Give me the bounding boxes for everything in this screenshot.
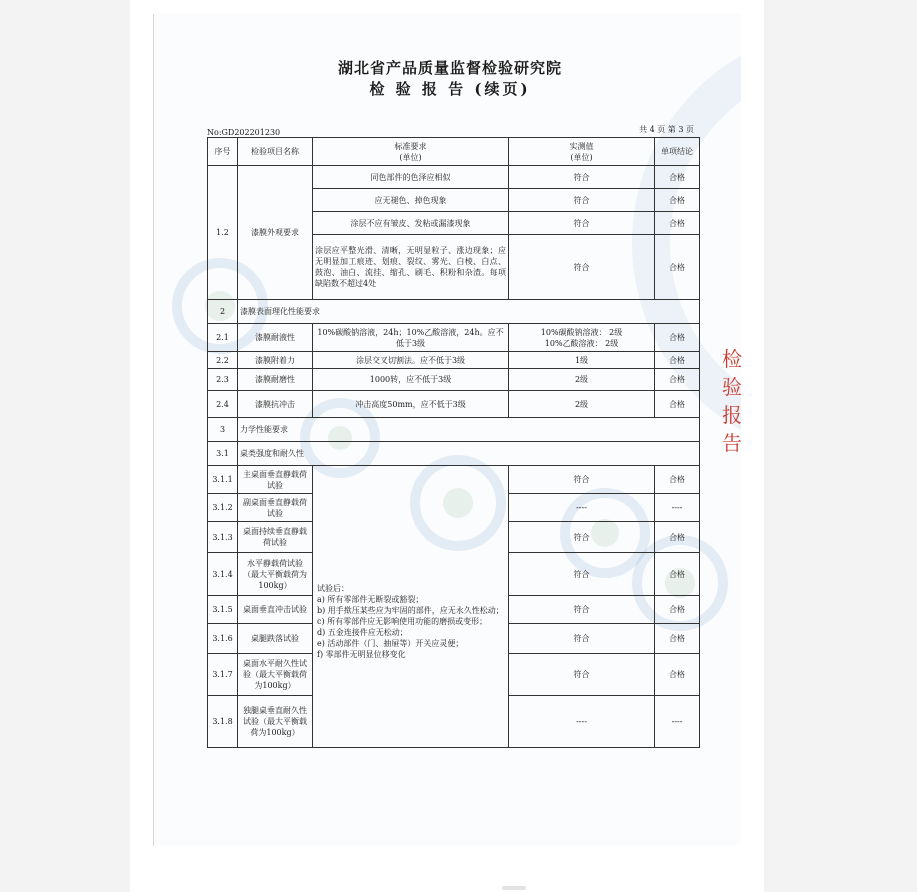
row-requirement: 1000转，应不低于3级	[313, 369, 509, 391]
group-requirement: 试验后： a) 所有零部件无断裂或豁裂； b) 用手揿压某些应为牢固的部件，应无永久性松动； c) 所有零部件应无影响使用功能的磨损或变形； d) 五金连接件应无松动； e) 活动部件（门、抽屉等）开关应灵便； f) 零部件无明显位移变化	[313, 466, 509, 748]
report-title: 检 验 报 告 (续页)	[369, 80, 531, 98]
row-conclusion: 合格	[655, 522, 700, 553]
row-requirement: 涂层交叉切割法。应不低于3级	[313, 352, 509, 369]
row-conclusion: 合格	[655, 553, 700, 596]
report-number: No:GD202201230	[207, 128, 281, 137]
page-indicator: 共 4 页 第 3 页	[639, 125, 694, 134]
row-conclusion: 合格	[655, 212, 700, 235]
section-row	[208, 300, 700, 324]
row-conclusion: 合格	[655, 352, 700, 369]
row-measured: 1级	[509, 352, 655, 369]
row-seq: 3.1.5	[208, 596, 238, 624]
row-conclusion: 合格	[655, 369, 700, 391]
red-seal-stamp: 检 验 报 告	[722, 347, 742, 455]
header-item: 检验项目名称	[238, 138, 313, 166]
row-conclusion: 合格	[655, 596, 700, 624]
section-seq: 3.1	[208, 442, 238, 466]
row-requirement: 涂层应平整光滑、清晰，无明显粒子、涨边现象；应无明显加工痕迹、划痕、裂纹、雾光、白棱、白点、鼓泡、油白、流挂、缩孔、刷毛、积粉和杂渣。每项缺陷数不超过4处	[313, 235, 509, 300]
row-measured: 符合	[509, 654, 655, 696]
row-item: 漆膜附着力	[238, 352, 313, 369]
section-row	[208, 418, 700, 442]
row-measured: ----	[509, 696, 655, 748]
row-conclusion: 合格	[655, 166, 700, 189]
section-row	[208, 442, 700, 466]
row-conclusion: 合格	[655, 189, 700, 212]
row-item: 桌面持续垂直静载荷试验	[238, 522, 313, 553]
row-seq: 3.1.2	[208, 494, 238, 522]
row-seq: 2.3	[208, 369, 238, 391]
row-measured: ----	[509, 494, 655, 522]
row-measured: 符合	[509, 596, 655, 624]
row-measured: 符合	[509, 522, 655, 553]
table-row	[208, 324, 700, 352]
organization-name: 湖北省产品质量监督检验研究院	[337, 59, 562, 77]
row-seq: 3.1.8	[208, 696, 238, 748]
section-label: 漆膜表面理化性能要求	[238, 300, 700, 324]
row-measured: 符合	[509, 466, 655, 494]
row-measured: 符合	[509, 189, 655, 212]
row-conclusion: 合格	[655, 466, 700, 494]
row-item: 水平静载荷试验（最大平衡载荷为100kg）	[238, 553, 313, 596]
header-requirement: 标准要求 (单位)	[313, 138, 509, 166]
row-measured: 2级	[509, 391, 655, 418]
header-seq: 序号	[208, 138, 238, 166]
section-seq: 3	[208, 418, 238, 442]
row-seq: 3.1.7	[208, 654, 238, 696]
row-measured: 符合	[509, 235, 655, 300]
section-label: 桌类强度和耐久性	[238, 442, 700, 466]
row-conclusion: 合格	[655, 391, 700, 418]
row-item: 漆膜抗冲击	[238, 391, 313, 418]
row-seq: 3.1.6	[208, 624, 238, 654]
row-item: 漆膜外观要求	[238, 166, 313, 300]
row-item: 主桌面垂直静载荷试验	[238, 466, 313, 494]
row-measured: 符合	[509, 624, 655, 654]
row-seq: 3.1.3	[208, 522, 238, 553]
row-measured: 符合	[509, 553, 655, 596]
row-item: 漆膜耐磨性	[238, 369, 313, 391]
scroll-indicator[interactable]	[502, 886, 526, 890]
row-conclusion: ----	[655, 696, 700, 748]
row-measured: 符合	[509, 166, 655, 189]
section-seq: 2	[208, 300, 238, 324]
row-seq: 1.2	[208, 166, 238, 300]
row-seq: 2.1	[208, 324, 238, 352]
row-item: 桌面垂直冲击试验	[238, 596, 313, 624]
row-requirement: 应无褪色、掉色现象	[313, 189, 509, 212]
row-seq: 3.1.1	[208, 466, 238, 494]
table-row	[208, 391, 700, 418]
row-seq: 2.4	[208, 391, 238, 418]
header-conclusion: 单项结论	[655, 138, 700, 166]
row-item: 桌面水平耐久性试验（最大平衡载荷为100kg）	[238, 654, 313, 696]
row-requirement: 同色部件的色泽应相似	[313, 166, 509, 189]
row-item: 漆膜耐液性	[238, 324, 313, 352]
row-conclusion: ----	[655, 494, 700, 522]
page-bottom-margin	[130, 846, 764, 892]
row-measured: 10%碳酸钠溶液： 2级 10%乙酸溶液： 2级	[509, 324, 655, 352]
row-conclusion: 合格	[655, 654, 700, 696]
table-row	[208, 369, 700, 391]
table-row	[208, 166, 700, 189]
row-requirement: 冲击高度50mm，应不低于3级	[313, 391, 509, 418]
table-header-row	[208, 138, 700, 166]
row-measured: 2级	[509, 369, 655, 391]
row-requirement: 10%碳酸钠溶液，24h；10%乙酸溶液，24h。应不低于3级	[313, 324, 509, 352]
row-conclusion: 合格	[655, 624, 700, 654]
row-seq: 2.2	[208, 352, 238, 369]
section-label: 力学性能要求	[238, 418, 700, 442]
row-item: 独腿桌垂直耐久性试验（最大平衡载荷为100kg）	[238, 696, 313, 748]
inspection-table	[207, 137, 700, 748]
table-row	[208, 466, 700, 494]
row-measured: 符合	[509, 212, 655, 235]
row-conclusion: 合格	[655, 235, 700, 300]
row-conclusion: 合格	[655, 324, 700, 352]
table-row	[208, 352, 700, 369]
header-measured: 实测值 (单位)	[509, 138, 655, 166]
row-item: 桌腿跌落试验	[238, 624, 313, 654]
row-requirement: 涂层不应有皱皮、发粘或漏漆现象	[313, 212, 509, 235]
row-seq: 3.1.4	[208, 553, 238, 596]
row-item: 副桌面垂直静载荷试验	[238, 494, 313, 522]
